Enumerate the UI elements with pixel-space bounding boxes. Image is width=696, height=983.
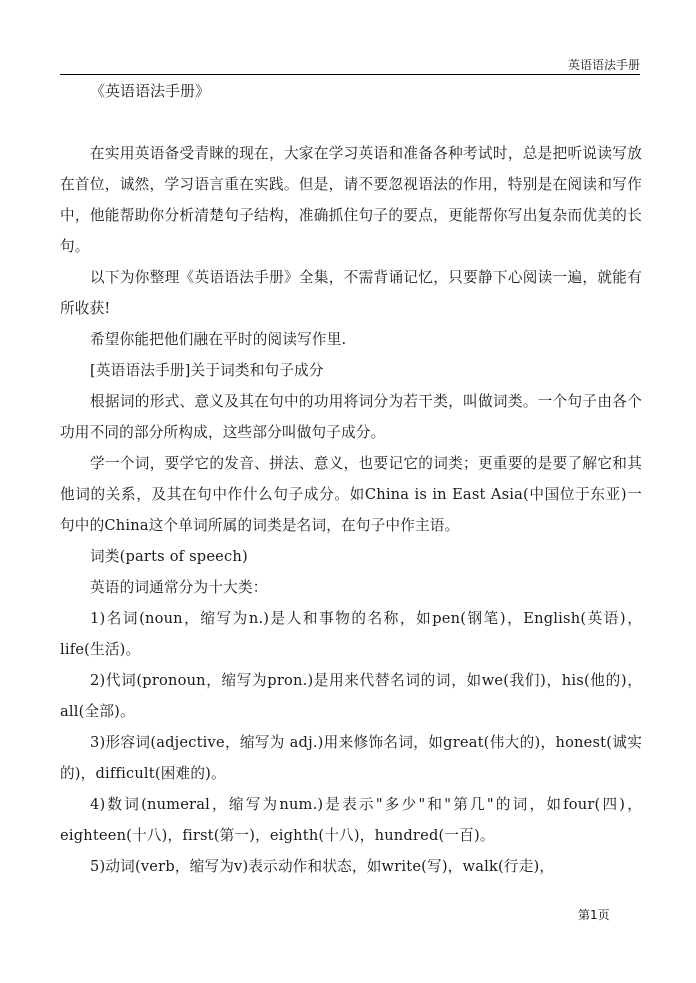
list-item-pronoun: 2)代词(pronoun，缩写为pron.)是用来代替名词的词，如we(我们)，his(他的)，all(全部)。 [60,672,642,720]
paragraph-parts-of-speech: 词类(parts of speech) [90,548,248,565]
document-title: 《英语语法手册》 [90,82,211,100]
document-body [60,76,642,882]
paragraph-hope: 希望你能把他们融在平时的阅读写作里. [90,331,347,348]
paragraph-learning: 学一个词，要学它的发音、拼法、意义，也要记它的词类；更重要的是要了解它和其他词的关系，及其在句中作什么句子成分。如China is in East Asia(中国位于东亚)一句中的China这个单词所属的词类是名词，在句子中作主语。 [60,455,642,534]
list-item-numeral: 4)数词(numeral，缩写为num.)是表示"多少"和"第几"的词，如four(四)，eighteen(十八)，first(第一)，eighth(十八)，hundred(一百)。 [60,796,642,844]
paragraph-ten-classes: 英语的词通常分为十大类： [90,579,268,596]
list-item-verb: 5)动词(verb，缩写为v)表示动作和状态，如write(写)，walk(行走)， [90,858,555,875]
paragraph-intro: 在实用英语备受青睐的现在，大家在学习英语和准备各种考试时，总是把听说读写放在首位，诚然，学习语言重在实践。但是，请不要忽视语法的作用，特别是在阅读和写作中，他能帮助你分析清楚句子结构，准确抓住句子的要点，更能帮你写出复杂而优美的长句。 [60,145,642,255]
header-title: 英语语法手册 [567,58,640,72]
paragraph-definition: 根据词的形式、意义及其在句中的功用将词分为若干类，叫做词类。一个句子由各个功用不同的部分所构成，这些部分叫做句子成分。 [60,393,642,441]
section-heading-word-classes: [英语语法手册]关于词类和句子成分 [90,362,324,379]
page-number: 第1页 [578,908,610,922]
list-item-adjective: 3)形容词(adjective，缩写为 adj.)用来修饰名词，如great(伟大的)，honest(诚实的)，difficult(困难的)。 [60,734,642,782]
list-item-noun: 1)名词(noun，缩写为n.)是人和事物的名称，如pen(钢笔)，English(英语)，life(生活)。 [60,610,642,658]
page-header [60,52,640,75]
paragraph-collection: 以下为你整理《英语语法手册》全集，不需背诵记忆，只要静下心阅读一遍，就能有所收获! [60,269,642,317]
